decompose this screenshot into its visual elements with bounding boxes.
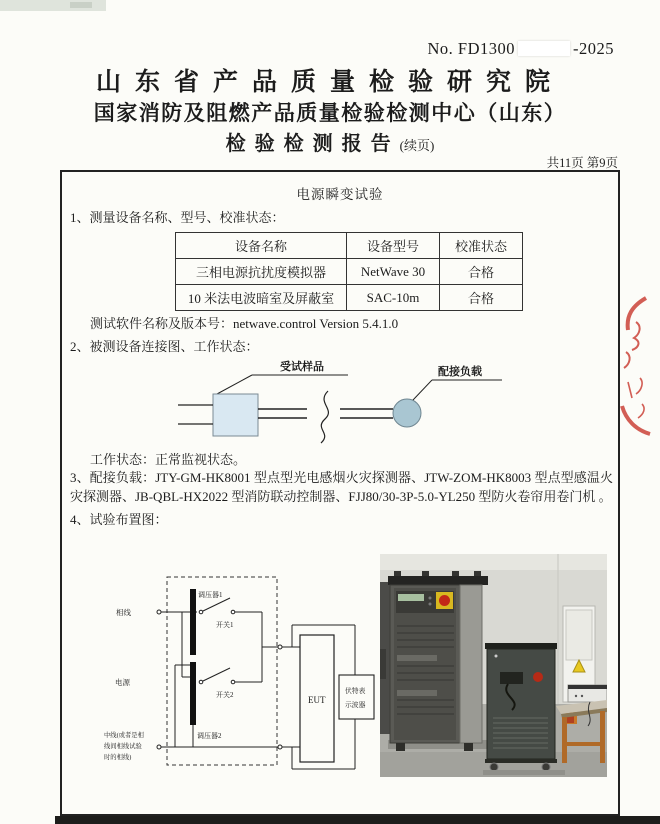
report-number-prefix: No. FD1300	[427, 39, 515, 58]
neutral-label-line2: 线间相线试验	[104, 743, 142, 750]
scan-bottom-band	[55, 816, 660, 824]
report-number-suffix: -2025	[573, 39, 614, 58]
report-title	[0, 127, 660, 156]
regulator1-bar	[190, 589, 196, 655]
cell-equipment-model: NetWave 30	[347, 259, 440, 285]
redaction-box	[518, 41, 570, 56]
cell-calibration-status: 合格	[440, 259, 523, 285]
item1-label: 1、测量设备名称、型号、校准状态：	[70, 210, 285, 225]
test-setup-photo	[380, 554, 607, 777]
red-stamp-fragment	[616, 286, 660, 456]
meter-label-line1: 伏特表	[345, 688, 366, 695]
sample-box	[213, 394, 258, 436]
cell-calibration-status: 合格	[440, 285, 523, 311]
eut-label: EUT	[308, 695, 326, 705]
page-counter: 共11页 第9页	[546, 156, 618, 170]
test-arrangement-diagram	[102, 547, 382, 787]
item4-label: 4、试验布置图：	[70, 512, 168, 527]
equipment-table	[175, 232, 523, 311]
neutral-label-line3: 时的相线)	[104, 754, 132, 761]
working-status-line: 工作状态：正常监视状态。	[90, 452, 247, 467]
load-circle	[393, 399, 421, 427]
report-title-suffix: (续页)	[399, 138, 435, 153]
header-equipment-model: 设备型号	[347, 233, 440, 259]
sample-label: 受试样品	[280, 361, 324, 373]
table-row	[176, 259, 523, 285]
software-version-line: 测试软件名称及版本号：netwave.control Version 5.4.1.0	[90, 316, 399, 331]
neutral-label-line1: 中线(或者是相	[104, 732, 144, 739]
organization-title: 山东省产品质量检验研究院	[95, 69, 564, 96]
voltmeter-oscilloscope-box	[339, 675, 374, 719]
testing-center-title: 国家消防及阻燃产品质量检验检测中心（山东）	[93, 101, 567, 125]
regulator2-bar	[190, 662, 196, 725]
meter-label-line2: 示波器	[345, 702, 366, 709]
table-header-row	[176, 233, 523, 259]
switch1-label: 开关1	[216, 621, 234, 629]
cell-equipment-name: 10 米法电波暗室及屏蔽室	[176, 285, 347, 311]
item2-label: 2、被测设备连接图、工作状态：	[70, 339, 259, 354]
cell-equipment-model: SAC-10m	[347, 285, 440, 311]
phase-line-label: 相线	[116, 608, 131, 617]
content-frame	[60, 170, 620, 816]
section-title: 电源瞬变试验	[296, 187, 384, 202]
regulator2-label: 调压器2	[197, 732, 222, 740]
scan-artifact-patch	[0, 0, 106, 11]
simulator-dashed-box	[167, 577, 277, 765]
cable-break-symbol	[321, 391, 328, 443]
header-calibration-status: 校准状态	[440, 233, 523, 259]
load-label: 配接负载	[438, 366, 482, 378]
report-number	[427, 39, 614, 59]
switch2-label: 开关2	[216, 691, 234, 699]
item3-paragraph: 3、配接负载：JTY-GM-HK8001 型点型光电感烟火灾探测器、JTW-ZOM-HK8003 型点型感温火灾探测器、JB-QBL-HX2022 型消防联动控制器、FJJ80/30-3P-5.0-YL250 型防火卷帘用卷门机 。	[70, 470, 613, 504]
cell-equipment-name: 三相电源抗扰度模拟器	[176, 259, 347, 285]
power-label: 电源	[115, 678, 130, 687]
report-title-text: 检验检测报告	[225, 133, 400, 155]
header-equipment-name: 设备名称	[176, 233, 347, 259]
table-row	[176, 285, 523, 311]
regulator1-label: 调压器1	[198, 591, 223, 599]
